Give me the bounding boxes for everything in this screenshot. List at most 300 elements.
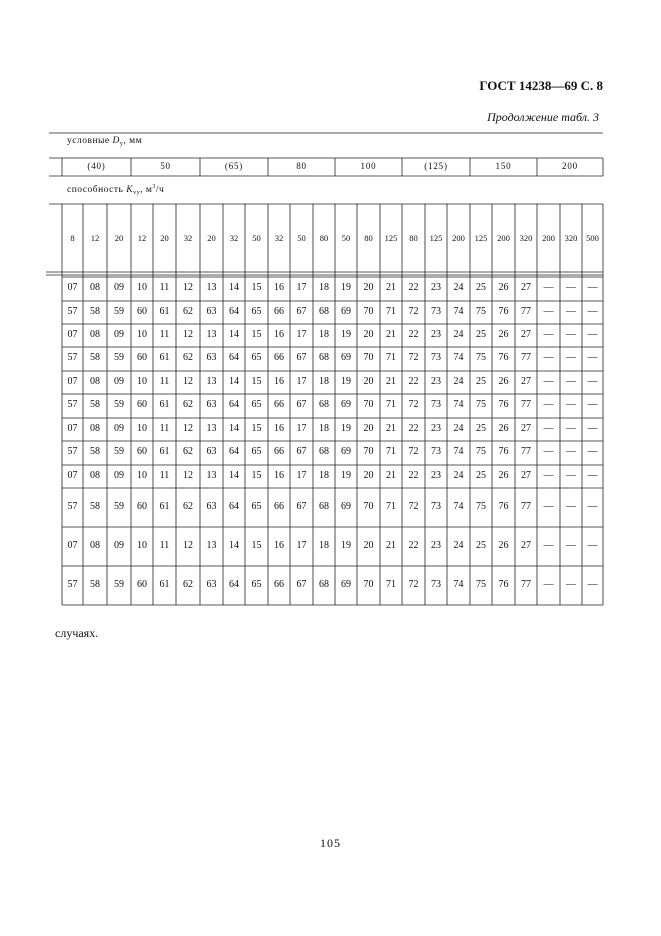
column-header: 320 [564, 233, 578, 243]
capacity-label-prefix: способность [67, 185, 124, 195]
table-cell: 17 [296, 470, 307, 481]
table-cell: 62 [183, 446, 193, 457]
table-cell: 64 [229, 501, 239, 512]
table-cell: 24 [453, 282, 464, 293]
table-cell: — [566, 399, 576, 410]
table-cell: 16 [274, 423, 284, 434]
table-cell: 63 [206, 579, 217, 590]
table-cell: 63 [206, 352, 217, 363]
table-cell: 16 [274, 282, 284, 293]
table-cell: 62 [183, 399, 193, 410]
table-cell: 67 [296, 579, 307, 590]
table-cell: — [543, 352, 554, 363]
table-cell: 26 [498, 423, 509, 434]
table-cell: 66 [274, 306, 284, 317]
table-cell: 07 [67, 282, 78, 293]
table-cell: 74 [453, 399, 464, 410]
table-cell: 25 [476, 470, 486, 481]
table-cell: 15 [251, 470, 262, 481]
table-cell: 26 [498, 470, 509, 481]
table-cell: 10 [137, 470, 147, 481]
table-cell: 11 [159, 540, 170, 551]
table-cell: 58 [90, 306, 100, 317]
table-cell: 60 [137, 306, 147, 317]
table-cell: 12 [183, 470, 193, 481]
table-cell: 09 [114, 376, 124, 387]
table-cell: 59 [114, 579, 124, 590]
table-cell: 64 [229, 399, 239, 410]
table-cell: 19 [341, 282, 351, 293]
table-cell: 67 [296, 501, 307, 512]
table-cell: 70 [363, 399, 374, 410]
table-cell: 24 [453, 470, 464, 481]
table-cell: 09 [114, 423, 124, 434]
table-cell: 10 [137, 376, 147, 387]
capacity-symbol: K [126, 185, 134, 195]
table-cell: 14 [229, 470, 239, 481]
column-header: 20 [160, 233, 169, 243]
table-cell: 17 [296, 376, 307, 387]
column-header: 80 [319, 233, 329, 243]
table-cell: — [543, 501, 554, 512]
table-cell: 24 [453, 329, 464, 340]
table-cell: 70 [363, 501, 374, 512]
table-cell: 72 [408, 352, 419, 363]
table-cell: 08 [90, 423, 100, 434]
table-cell: 26 [498, 282, 509, 293]
table-cell: 19 [341, 329, 351, 340]
table-cell: 09 [114, 329, 124, 340]
table-cell: 58 [90, 446, 100, 457]
column-header: 20 [207, 233, 216, 243]
table-cell: 23 [431, 540, 441, 551]
table-cell: 18 [319, 329, 329, 340]
table-cell: 18 [319, 540, 329, 551]
table-cell: 26 [498, 376, 509, 387]
table-cell: 76 [498, 579, 509, 590]
table-cell: 11 [159, 376, 170, 387]
table-cell: 13 [206, 376, 217, 387]
table-cell: — [566, 282, 576, 293]
table-cell: 22 [408, 376, 419, 387]
table-cell: 66 [274, 579, 284, 590]
table-cell: 22 [408, 282, 419, 293]
table-cell: 75 [476, 579, 486, 590]
table-cell: 73 [431, 306, 441, 317]
column-header: 500 [586, 233, 599, 243]
table-cell: 67 [296, 306, 307, 317]
table-cell: 14 [229, 423, 239, 434]
group-header: 100 [360, 161, 377, 171]
table-cell: — [566, 446, 576, 457]
table-cell: 11 [159, 423, 170, 434]
table-cell: 25 [476, 423, 486, 434]
table-cell: 22 [408, 329, 419, 340]
column-header: 12 [137, 233, 147, 243]
table-cell: 27 [521, 540, 531, 551]
table-cell: 66 [274, 446, 284, 457]
table-cell: 64 [229, 352, 239, 363]
table-cell: 69 [341, 446, 351, 457]
table-cell: 61 [159, 501, 170, 512]
table-cell: 17 [296, 282, 307, 293]
table-cell: 61 [159, 446, 170, 457]
table-cell: 07 [67, 329, 78, 340]
table-cell: 09 [114, 540, 124, 551]
table-cell: 19 [341, 376, 351, 387]
table-cell: 60 [137, 579, 147, 590]
table-cell: 16 [274, 376, 284, 387]
table-cell: 66 [274, 352, 284, 363]
table-cell: 69 [341, 501, 351, 512]
table-cell: 65 [251, 446, 262, 457]
table-cell: 07 [67, 376, 78, 387]
column-header: 80 [364, 233, 373, 243]
table-cell: 14 [229, 282, 239, 293]
diameter-label-suffix: , мм [123, 136, 143, 146]
table-cell: 12 [183, 282, 193, 293]
table-cell: 17 [296, 540, 307, 551]
table-cell: 21 [386, 376, 396, 387]
table-cell: 76 [498, 399, 509, 410]
table-cell: 57 [67, 352, 78, 363]
table-cell: 21 [386, 329, 396, 340]
diameter-label [67, 136, 142, 147]
table-cell: 65 [251, 579, 262, 590]
table-cell: 74 [453, 579, 464, 590]
table-cell: 25 [476, 540, 486, 551]
table-cell: — [543, 446, 554, 457]
table-cell: 57 [67, 399, 78, 410]
table-cell: 08 [90, 282, 100, 293]
table-cell: 12 [183, 540, 193, 551]
table-cell: 57 [67, 446, 78, 457]
table-cell: 71 [386, 306, 396, 317]
column-header: 32 [229, 233, 239, 243]
table-cell: 21 [386, 470, 396, 481]
table-cell: 68 [319, 306, 329, 317]
table-cell: 58 [90, 352, 100, 363]
column-header: 32 [274, 233, 284, 243]
column-header: 125 [384, 233, 398, 243]
table-cell: 68 [319, 446, 329, 457]
table-cell: 70 [363, 306, 374, 317]
table-cell: 15 [251, 423, 262, 434]
group-header: (65) [224, 161, 244, 171]
table-cell: 66 [274, 501, 284, 512]
table-cell: 77 [521, 306, 531, 317]
table-cell: 20 [363, 470, 374, 481]
table-cell: 76 [498, 446, 509, 457]
table-cell: 15 [251, 282, 262, 293]
footer-note: случаях. [55, 626, 99, 640]
table-cell: 16 [274, 329, 284, 340]
table-cell: 73 [431, 579, 441, 590]
table-cell: 73 [431, 501, 441, 512]
table-cell: — [543, 376, 554, 387]
table-cell: 22 [408, 540, 419, 551]
table-cell: 07 [67, 540, 78, 551]
table-cell: — [566, 329, 576, 340]
table-cell: 75 [476, 399, 486, 410]
table-cell: 18 [319, 470, 329, 481]
table-cell: 10 [137, 329, 147, 340]
table-cell: 65 [251, 501, 262, 512]
table-cell: 17 [296, 329, 307, 340]
table-cell: 70 [363, 446, 374, 457]
table-cell: 23 [431, 376, 441, 387]
table-cell: 20 [363, 423, 374, 434]
table-continuation-note: Продолжение табл. 3 [487, 110, 599, 124]
table-cell: 16 [274, 470, 284, 481]
table-cell: — [587, 579, 598, 590]
table-cell: 77 [521, 352, 531, 363]
table-cell: 59 [114, 352, 124, 363]
table-cell: 08 [90, 470, 100, 481]
table-cell: 63 [206, 399, 217, 410]
table-cell: 62 [183, 579, 193, 590]
table-cell: 13 [206, 423, 217, 434]
table-cell: — [543, 399, 554, 410]
table-cell: 68 [319, 352, 329, 363]
table-cell: 77 [521, 501, 531, 512]
table-cell: 21 [386, 540, 396, 551]
table-cell: 69 [341, 352, 351, 363]
table-cell: 57 [67, 579, 78, 590]
table-cell: 07 [67, 423, 78, 434]
table-cell: 18 [319, 282, 329, 293]
column-header: 32 [183, 233, 193, 243]
table-cell: 75 [476, 306, 486, 317]
table-cell: — [587, 470, 598, 481]
table-cell: 73 [431, 399, 441, 410]
table-cell: 21 [386, 423, 396, 434]
table-cell: — [566, 423, 576, 434]
table-cell: 61 [159, 352, 170, 363]
table-cell: 25 [476, 282, 486, 293]
capacity-label-tail: /ч [155, 185, 165, 195]
table-cell: 60 [137, 399, 147, 410]
table-cell: 24 [453, 540, 464, 551]
table-cell: 72 [408, 399, 419, 410]
table-cell: — [587, 282, 598, 293]
table-cell: 17 [296, 423, 307, 434]
table-cell: 63 [206, 306, 217, 317]
table-cell: 65 [251, 352, 262, 363]
table-cell: 63 [206, 501, 217, 512]
capacity-label-suffix: , м [140, 185, 153, 195]
table-cell: 75 [476, 501, 486, 512]
column-header: 80 [409, 233, 418, 243]
table-cell: 74 [453, 446, 464, 457]
capacity-symbol-subscript: vy [133, 190, 141, 196]
table-cell: 71 [386, 579, 396, 590]
table-cell: — [566, 352, 576, 363]
column-header: 320 [519, 233, 533, 243]
table-cell: 59 [114, 306, 124, 317]
table-cell: 64 [229, 306, 239, 317]
table-cell: 14 [229, 540, 239, 551]
table-cell: 27 [521, 470, 531, 481]
table-cell: 13 [206, 470, 217, 481]
table-cell: — [566, 376, 576, 387]
table-cell: 72 [408, 579, 419, 590]
table-cell: 08 [90, 329, 100, 340]
table-cell: 75 [476, 446, 486, 457]
group-header: 50 [160, 161, 171, 171]
table-cell: 20 [363, 540, 374, 551]
table-cell: 71 [386, 501, 396, 512]
table-cell: 15 [251, 329, 262, 340]
group-header: (40) [87, 161, 106, 171]
table-cell: 66 [274, 399, 284, 410]
table-cell: 24 [453, 376, 464, 387]
table-cell: — [566, 306, 576, 317]
table-cell: 69 [341, 399, 351, 410]
table-cell: 16 [274, 540, 284, 551]
table-cell: 71 [386, 352, 396, 363]
table-cell: 64 [229, 579, 239, 590]
table-cell: 19 [341, 540, 351, 551]
table-cell: 68 [319, 399, 329, 410]
table-cell: 14 [229, 329, 239, 340]
table-cell: 10 [137, 423, 147, 434]
diameter-symbol-subscript: у [119, 141, 124, 147]
table-cell: 61 [159, 306, 170, 317]
column-header: 20 [114, 233, 124, 243]
table-cell: 70 [363, 352, 374, 363]
table-cell: 76 [498, 501, 509, 512]
table-cell: 20 [363, 282, 374, 293]
table-cell: 10 [137, 540, 147, 551]
table-cell: 27 [521, 282, 531, 293]
table-cell: 62 [183, 306, 193, 317]
capacity-unit-superscript: 3 [152, 184, 156, 190]
table-cell: — [587, 423, 598, 434]
table-cell: — [587, 352, 598, 363]
table-cell: 73 [431, 446, 441, 457]
table-cell: 60 [137, 352, 147, 363]
table-cell: 58 [90, 399, 100, 410]
table-cell: 67 [296, 446, 307, 457]
group-header: 150 [495, 161, 512, 171]
table-cell: 13 [206, 540, 217, 551]
table-cell: 61 [159, 399, 170, 410]
table-cell: 71 [386, 399, 396, 410]
table-cell: 74 [453, 306, 464, 317]
group-header: 80 [296, 161, 307, 171]
table-cell: — [566, 540, 576, 551]
document-header-title: ГОСТ 14238—69 С. 8 [479, 78, 603, 93]
table-cell: 60 [137, 501, 147, 512]
table-cell: — [566, 501, 576, 512]
table-cell: 18 [319, 376, 329, 387]
column-header: 125 [474, 233, 488, 243]
table-cell: 62 [183, 352, 193, 363]
page-number: 105 [320, 836, 341, 850]
table-cell: 25 [476, 329, 486, 340]
table-cell: 68 [319, 501, 329, 512]
table-cell: 11 [159, 470, 170, 481]
table-cell: 76 [498, 352, 509, 363]
table-cell: 72 [408, 446, 419, 457]
group-header: 200 [562, 161, 578, 171]
table-cell: 12 [183, 376, 193, 387]
table-cell: 60 [137, 446, 147, 457]
table-cell: 58 [90, 579, 100, 590]
column-header: 12 [90, 233, 100, 243]
table-cell: 22 [408, 470, 419, 481]
column-header: 200 [542, 233, 555, 243]
table-cell: 27 [521, 376, 531, 387]
table-cell: 63 [206, 446, 217, 457]
table-cell: 27 [521, 329, 531, 340]
column-header: 200 [497, 233, 510, 243]
table-cell: 23 [431, 423, 441, 434]
table-cell: — [543, 282, 554, 293]
capacity-label [67, 184, 164, 196]
table-cell: 26 [498, 540, 509, 551]
table-cell: 69 [341, 579, 351, 590]
table-cell: 77 [521, 579, 531, 590]
table-cell: 18 [319, 423, 329, 434]
table-cell: — [587, 306, 598, 317]
table-cell: 58 [90, 501, 100, 512]
table-cell: 61 [159, 579, 170, 590]
table-cell: 13 [206, 329, 217, 340]
table-cell: 62 [183, 501, 193, 512]
table-cell: 11 [159, 329, 170, 340]
table-cell: 20 [363, 376, 374, 387]
data-table [49, 130, 603, 612]
table-cell: 19 [341, 470, 351, 481]
table-cell: 09 [114, 282, 124, 293]
table-cell: 23 [431, 282, 441, 293]
table-cell: 68 [319, 579, 329, 590]
table-cell: — [543, 540, 554, 551]
table-cell: 24 [453, 423, 464, 434]
table-cell: 67 [296, 399, 307, 410]
table-cell: 77 [521, 399, 531, 410]
table-cell: 08 [90, 540, 100, 551]
table-cell: 25 [476, 376, 486, 387]
table-cell: 70 [363, 579, 374, 590]
table-cell: 74 [453, 352, 464, 363]
table-cell: 26 [498, 329, 509, 340]
table-cell: — [587, 329, 598, 340]
table-cell: — [543, 579, 554, 590]
table-cell: 74 [453, 501, 464, 512]
group-header: (125) [424, 161, 448, 171]
table-cell: 07 [67, 470, 78, 481]
table-cell: 72 [408, 501, 419, 512]
table-cell: 59 [114, 399, 124, 410]
table-cell: 23 [431, 470, 441, 481]
table-cell: 12 [183, 329, 193, 340]
table-cell: 65 [251, 306, 262, 317]
table-cell: 72 [408, 306, 419, 317]
table-cell: 09 [114, 470, 124, 481]
diameter-label-prefix: условные [67, 136, 110, 146]
column-header: 200 [452, 233, 465, 243]
diameter-symbol: D [112, 136, 120, 146]
column-header: 50 [297, 233, 306, 243]
table-cell: — [543, 423, 554, 434]
table-cell: 23 [431, 329, 441, 340]
table-cell: — [543, 329, 554, 340]
table-cell: 57 [67, 501, 78, 512]
table-cell: 27 [521, 423, 531, 434]
